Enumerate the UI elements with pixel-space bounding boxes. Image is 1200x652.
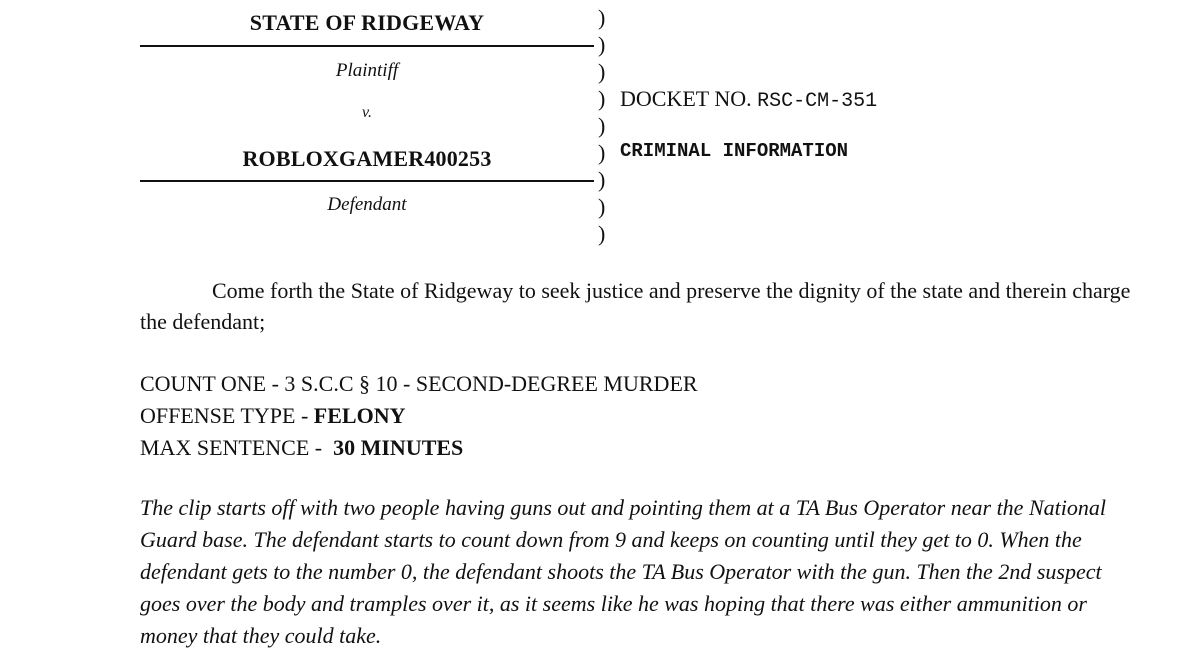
defendant-role: Defendant [327,194,407,215]
docket-label: DOCKET NO. [620,86,752,111]
caption-paren: ) [598,86,606,111]
max-sentence-value: 30 MINUTES [333,435,464,460]
docket-line [620,86,877,113]
caption-paren: ) [598,140,606,165]
plaintiff-rule [140,45,594,47]
offense-type-value: FELONY [313,403,406,428]
caption-paren: ) [598,113,606,138]
offense-type-line [140,400,698,432]
caption-paren: ) [598,194,606,219]
document-type: CRIMINAL INFORMATION [620,140,849,162]
facts-paragraph: The clip starts off with two people having guns out and pointing them at a TA Bus Operator near the National Guard base. The defendant starts to count down from 9 and keeps on counting until they get to 0. When the defendant gets to the number 0, the defendant shoots the TA Bus Operator with the gun. Then the 2nd suspect goes over the body and tramples over it, as it seems like he was hoping that there was either ammunition or money that they could take. [140,495,1106,648]
max-sentence-line [140,432,698,464]
versus-label: v. [362,104,372,121]
max-sentence-label: MAX SENTENCE - [140,435,334,460]
caption-paren: ) [598,221,606,246]
plaintiff-name: STATE OF RIDGEWAY [249,10,485,35]
caption-paren: ) [598,5,606,30]
count-title: COUNT ONE - 3 S.C.C § 10 - SECOND-DEGREE MURDER [140,371,698,396]
caption-paren: ) [598,32,606,57]
intro-paragraph: Come forth the State of Ridgeway to seek justice and preserve the dignity of the state and therein charge the defendant; [140,278,1131,334]
defendant-name: ROBLOXGAMER400253 [242,146,492,171]
plaintiff-role: Plaintiff [335,60,399,81]
caption-paren: ) [598,59,606,84]
count-one [140,368,698,464]
offense-type-label: OFFENSE TYPE - [140,403,314,428]
defendant-rule [140,180,594,182]
caption-paren: ) [598,167,606,192]
docket-number: RSC-CM-351 [757,90,878,113]
